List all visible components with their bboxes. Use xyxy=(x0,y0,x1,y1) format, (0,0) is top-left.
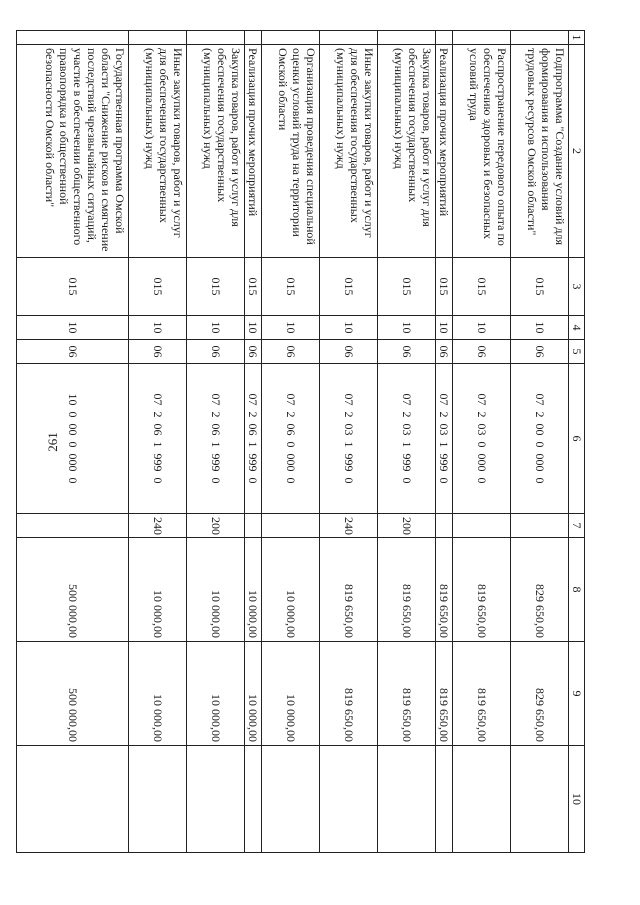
amount-cell: 10 000,00 xyxy=(187,538,245,642)
section-cell: 10 xyxy=(245,316,262,340)
item-name-cell: Закупка товаров, работ и услуг для обеспечения государственных (муниципальных) нужд xyxy=(378,45,436,258)
target-article-cell: 07 2 06 1 999 0 xyxy=(129,364,187,514)
expense-type-cell xyxy=(436,514,453,538)
target-article-cell: 10 0 00 0 000 0 xyxy=(17,364,129,514)
expense-type-cell: 240 xyxy=(320,514,378,538)
expense-type-cell: 200 xyxy=(187,514,245,538)
target-article-cell: 07 2 00 0 000 0 xyxy=(511,364,569,514)
subsection-cell: 06 xyxy=(129,340,187,364)
amount-cell: 819 650,00 xyxy=(378,538,436,642)
amount-cell xyxy=(378,746,436,853)
amount-cell: 10 000,00 xyxy=(245,642,262,746)
target-article-cell: 07 2 03 1 999 0 xyxy=(320,364,378,514)
admin-code-cell: 015 xyxy=(511,258,569,316)
section-cell: 10 xyxy=(320,316,378,340)
target-article-cell: 07 2 06 0 000 0 xyxy=(262,364,320,514)
row-number-cell xyxy=(436,31,453,45)
subsection-cell: 06 xyxy=(453,340,511,364)
subsection-cell: 06 xyxy=(262,340,320,364)
amount-cell: 10 000,00 xyxy=(187,642,245,746)
table-row xyxy=(262,31,320,853)
table-row xyxy=(436,31,453,853)
amount-cell: 819 650,00 xyxy=(453,538,511,642)
admin-code-cell: 015 xyxy=(436,258,453,316)
header-cell: 5 xyxy=(569,340,585,364)
subsection-cell: 06 xyxy=(17,340,129,364)
amount-cell: 500 000,00 xyxy=(17,642,129,746)
row-number-cell xyxy=(453,31,511,45)
admin-code-cell: 015 xyxy=(320,258,378,316)
amount-cell: 10 000,00 xyxy=(245,538,262,642)
budget-table xyxy=(16,30,585,853)
amount-cell: 500 000,00 xyxy=(17,538,129,642)
target-article-cell: 07 2 06 1 999 0 xyxy=(245,364,262,514)
item-name-cell: Закупка товаров, работ и услуг для обеспечения государственных (муниципальных) нужд xyxy=(187,45,245,258)
header-cell: 8 xyxy=(569,538,585,642)
amount-cell xyxy=(245,746,262,853)
admin-code-cell: 015 xyxy=(17,258,129,316)
amount-cell xyxy=(453,746,511,853)
section-cell: 10 xyxy=(436,316,453,340)
expense-type-cell xyxy=(245,514,262,538)
admin-code-cell: 015 xyxy=(129,258,187,316)
item-name-cell: Государственная программа Омской области "Снижение рисков и смягчение последствий чрезвычайных ситуаций, участие в обеспечении общественного правопорядка и общественной безопасности Омской области" xyxy=(17,45,129,258)
expense-type-cell xyxy=(453,514,511,538)
item-name-cell: Иные закупки товаров, работ и услуг для обеспечения государственных (муниципальных) нужд xyxy=(320,45,378,258)
header-cell: 4 xyxy=(569,316,585,340)
row-number-cell xyxy=(187,31,245,45)
table-row xyxy=(511,31,569,853)
row-number-cell xyxy=(378,31,436,45)
amount-cell xyxy=(436,746,453,853)
amount-cell: 819 650,00 xyxy=(453,642,511,746)
amount-cell xyxy=(262,746,320,853)
section-cell: 10 xyxy=(511,316,569,340)
admin-code-cell: 015 xyxy=(187,258,245,316)
section-cell: 10 xyxy=(378,316,436,340)
item-name-cell: Подпрограмма "Создание условий для формирования и использования трудовых ресурсов Омской области" xyxy=(511,45,569,258)
amount-cell: 819 650,00 xyxy=(436,642,453,746)
expense-type-cell: 200 xyxy=(378,514,436,538)
subsection-cell: 06 xyxy=(511,340,569,364)
expense-type-cell: 240 xyxy=(129,514,187,538)
target-article-cell: 07 2 03 0 000 0 xyxy=(453,364,511,514)
amount-cell: 10 000,00 xyxy=(262,642,320,746)
section-cell: 10 xyxy=(453,316,511,340)
amount-cell: 829 650,00 xyxy=(511,642,569,746)
admin-code-cell: 015 xyxy=(245,258,262,316)
table-row xyxy=(453,31,511,853)
section-cell: 10 xyxy=(262,316,320,340)
header-cell: 6 xyxy=(569,364,585,514)
row-number-cell xyxy=(511,31,569,45)
expense-type-cell xyxy=(262,514,320,538)
admin-code-cell: 015 xyxy=(378,258,436,316)
subsection-cell: 06 xyxy=(320,340,378,364)
header-cell: 3 xyxy=(569,258,585,316)
row-number-cell xyxy=(262,31,320,45)
section-cell: 10 xyxy=(17,316,129,340)
header-cell: 10 xyxy=(569,746,585,853)
amount-cell xyxy=(187,746,245,853)
header-cell: 9 xyxy=(569,642,585,746)
amount-cell xyxy=(511,746,569,853)
amount-cell: 819 650,00 xyxy=(320,538,378,642)
item-name-cell: Реализация прочих мероприятий xyxy=(436,45,453,258)
subsection-cell: 06 xyxy=(436,340,453,364)
item-name-cell: Организация проведения специальной оценки условий труда на территории Омской области xyxy=(262,45,320,258)
amount-cell: 10 000,00 xyxy=(129,538,187,642)
admin-code-cell: 015 xyxy=(453,258,511,316)
subsection-cell: 06 xyxy=(245,340,262,364)
amount-cell: 819 650,00 xyxy=(320,642,378,746)
table-row xyxy=(320,31,378,853)
expense-type-cell xyxy=(511,514,569,538)
table-row xyxy=(378,31,436,853)
admin-code-cell: 015 xyxy=(262,258,320,316)
amount-cell: 10 000,00 xyxy=(129,642,187,746)
amount-cell xyxy=(320,746,378,853)
section-cell: 10 xyxy=(187,316,245,340)
item-name-cell: Распространение передового опыта по обеспечению здоровых и безопасных условий труда xyxy=(453,45,511,258)
page-number: 261 xyxy=(45,432,60,452)
amount-cell: 819 650,00 xyxy=(378,642,436,746)
amount-cell xyxy=(17,746,129,853)
table-row xyxy=(245,31,262,853)
subsection-cell: 06 xyxy=(378,340,436,364)
header-cell: 1 xyxy=(569,31,585,45)
table-row xyxy=(187,31,245,853)
target-article-cell: 07 2 06 1 999 0 xyxy=(187,364,245,514)
amount-cell xyxy=(129,746,187,853)
amount-cell: 10 000,00 xyxy=(262,538,320,642)
amount-cell: 829 650,00 xyxy=(511,538,569,642)
header-cell: 7 xyxy=(569,514,585,538)
expense-type-cell xyxy=(17,514,129,538)
amount-cell: 819 650,00 xyxy=(436,538,453,642)
section-cell: 10 xyxy=(129,316,187,340)
row-number-cell xyxy=(129,31,187,45)
row-number-cell xyxy=(320,31,378,45)
table-row xyxy=(17,31,129,853)
item-name-cell: Реализация прочих мероприятий xyxy=(245,45,262,258)
target-article-cell: 07 2 03 1 999 0 xyxy=(436,364,453,514)
header-cell: 2 xyxy=(569,45,585,258)
row-number-cell xyxy=(17,31,129,45)
row-number-cell xyxy=(245,31,262,45)
item-name-cell: Иные закупки товаров, работ и услуг для обеспечения государственных (муниципальных) нужд xyxy=(129,45,187,258)
table-row xyxy=(129,31,187,853)
header-row xyxy=(569,31,585,853)
subsection-cell: 06 xyxy=(187,340,245,364)
target-article-cell: 07 2 03 1 999 0 xyxy=(378,364,436,514)
